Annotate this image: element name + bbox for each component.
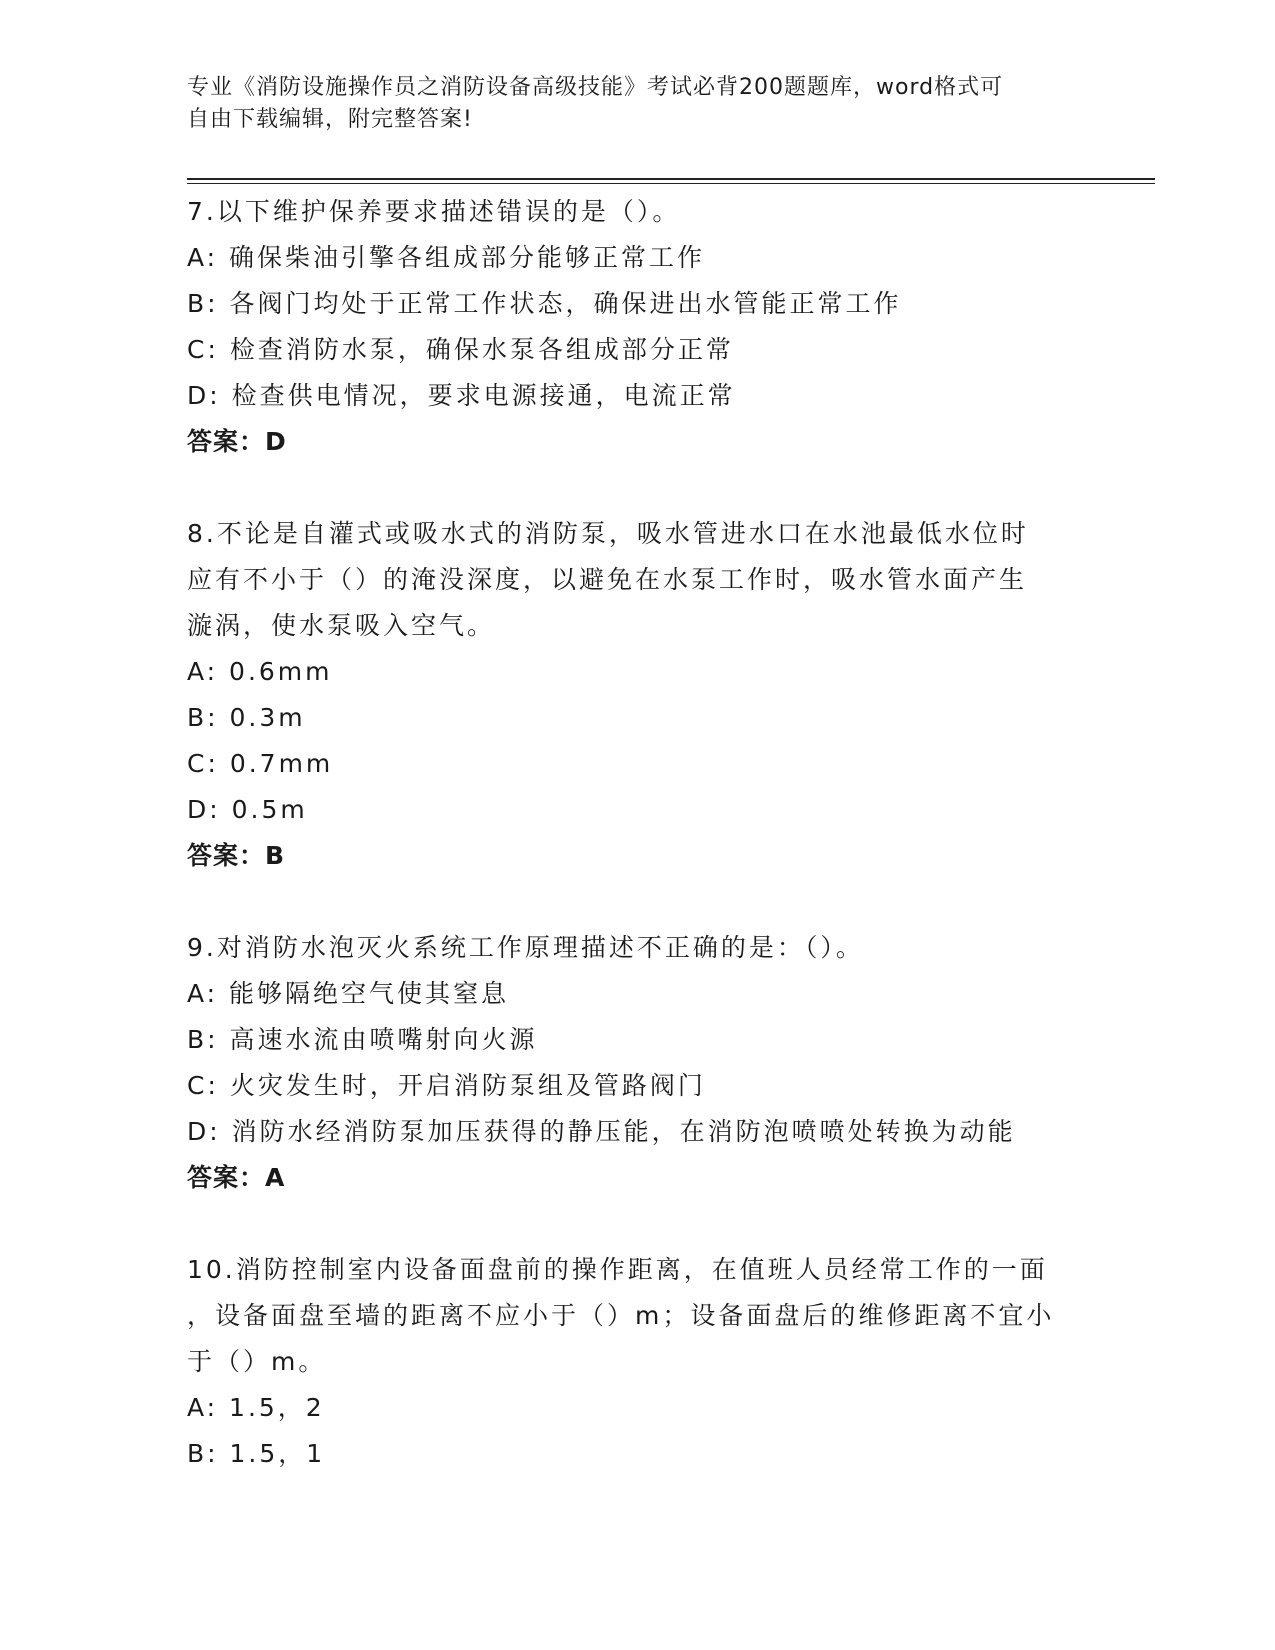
option-b: B: 0.3m — [187, 703, 306, 732]
question-stem: 9.对消防水泡灭火系统工作原理描述不正确的是：（）。 — [187, 933, 864, 962]
option-b: B: 1.5，1 — [187, 1439, 326, 1468]
question-10 — [187, 1247, 1087, 1477]
answer: 答案：B — [187, 841, 286, 870]
option-b: B: 各阀门均处于正常工作状态，确保进出水管能正常工作 — [187, 289, 902, 318]
question-7 — [187, 189, 1087, 465]
option-a: A: 确保柴油引擎各组成部分能够正常工作 — [187, 243, 706, 272]
question-8 — [187, 511, 1087, 879]
option-c: C: 0.7mm — [187, 749, 334, 778]
question-stem-line-1: 8.不论是自灌式或吸水式的消防泵，吸水管进水口在水池最低水位时 — [187, 519, 1029, 548]
option-c: C: 检查消防水泵，确保水泵各组成部分正常 — [187, 335, 734, 364]
question-list — [187, 189, 1087, 1523]
option-c: C: 火灾发生时，开启消防泵组及管路阀门 — [187, 1071, 706, 1100]
option-d: D: 0.5m — [187, 795, 308, 824]
question-stem-line-3: 漩涡，使水泵吸入空气。 — [187, 611, 496, 640]
option-d: D: 消防水经消防泵加压获得的静压能，在消防泡喷喷处转换为动能 — [187, 1117, 1016, 1146]
header-line-2: 自由下载编辑，附完整答案! — [187, 107, 473, 132]
header-divider-thick — [187, 178, 1155, 180]
question-stem-line-3: 于（）m。 — [187, 1347, 327, 1376]
header-line-1: 专业《消防设施操作员之消防设备高级技能》考试必背200题题库，word格式可 — [187, 75, 1004, 100]
question-stem-line-1: 10.消防控制室内设备面盘前的操作距离，在值班人员经常工作的一面 — [187, 1255, 1048, 1284]
document-header — [187, 72, 1087, 136]
option-b: B: 高速水流由喷嘴射向火源 — [187, 1025, 538, 1054]
answer: 答案：A — [187, 1163, 286, 1192]
question-stem-line-2: ，设备面盘至墙的距离不应小于（）m；设备面盘后的维修距离不宜小 — [187, 1301, 1055, 1330]
option-a: A: 能够隔绝空气使其窒息 — [187, 979, 510, 1008]
answer: 答案：D — [187, 427, 287, 456]
option-d: D: 检查供电情况，要求电源接通，电流正常 — [187, 381, 736, 410]
question-stem: 7.以下维护保养要求描述错误的是（）。 — [187, 197, 681, 226]
question-9 — [187, 925, 1087, 1201]
question-stem-line-2: 应有不小于（）的淹没深度，以避免在水泵工作时，吸水管水面产生 — [187, 565, 1028, 594]
option-a: A: 1.5，2 — [187, 1393, 325, 1422]
header-divider-thin — [187, 183, 1155, 184]
option-a: A: 0.6mm — [187, 657, 333, 686]
